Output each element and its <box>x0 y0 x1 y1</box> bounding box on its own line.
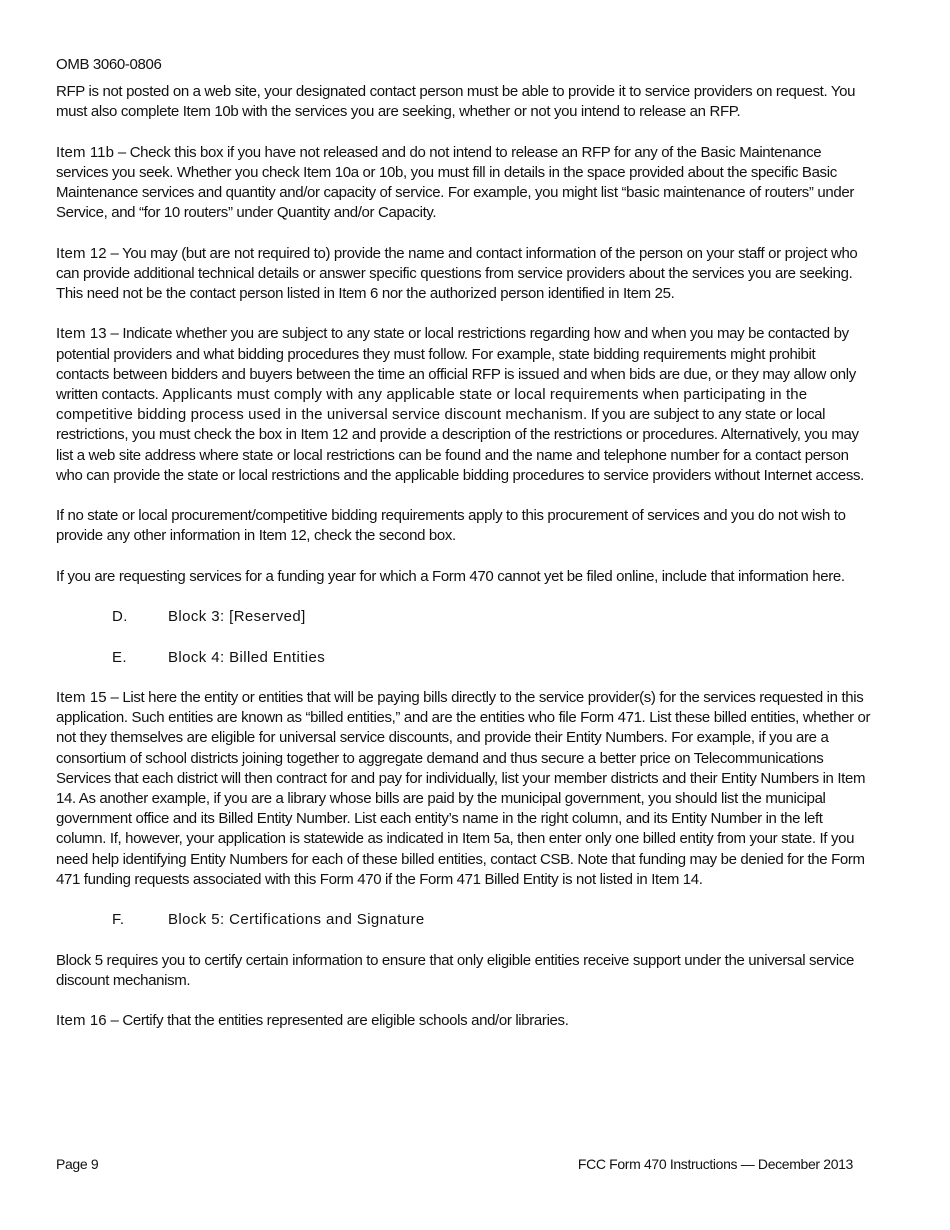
heading-block-3-title: Block 3: [Reserved] <box>168 608 306 626</box>
paragraph-funding-year: If you are requesting services for a funding year for which a Form 470 cannot yet be filed online, include that information here. <box>56 567 845 585</box>
paragraph-item-11b <box>56 143 871 224</box>
heading-block-5-letter: F. <box>112 911 125 929</box>
paragraph-item-13 <box>56 324 871 486</box>
item-11b-label: Item 11b <box>56 143 115 161</box>
heading-block-4-letter: E. <box>112 648 127 666</box>
item-11b-text: – Check this box if you have not released and do not intend to release an RFP for any of the Basic Maintenance services you seek. Whether you check Item 10a or 10b, you must fill in details in the space provided about the specific Basic Maintenance services and quantity and/or capacity of service. For example, you might list “basic maintenance of routers” under Service, and “for 10 routers” under Quantity and/or Capacity. <box>56 143 854 222</box>
item-12-label: Item 12 <box>56 244 107 262</box>
item-16-label: Item 16 <box>56 1012 107 1030</box>
item-13-text-2: . If you are subject to any state or local restrictions, you must check the box in Item 12 and provide a description of the restrictions or procedures. Alternatively, you may list a web site address where state or local restrictions can be found and the name and telephone number for a contact person who can provide the state or local restrictions and the applicable bidding procedures to service providers without Internet access. <box>56 406 864 484</box>
heading-block-4 <box>56 648 871 668</box>
document-body <box>56 82 871 1052</box>
footer-document-title: FCC Form 470 Instructions — December 2013 <box>577 1156 853 1172</box>
heading-block-5 <box>56 910 871 930</box>
item-13-emphasis: Applicants must comply with any applicable state or local requirements when participating in the competitive bidding process used in the universal service discount mechanism <box>56 386 808 424</box>
heading-block-4-title: Block 4: Billed Entities <box>168 648 326 666</box>
paragraph-no-state-requirements: If no state or local procurement/competitive bidding requirements apply to this procurement of services and you do not wish to provide any other information in Item 12, check the second box. <box>56 507 846 545</box>
item-12-text: – You may (but are not required to) provide the name and contact information of the person on your staff or project who can provide additional technical details or answer specific questions from service providers about the services you are seeking. This need not be the contact person listed in Item 6 nor the authorized person identified in Item 25. <box>56 244 858 302</box>
item-15-label: Item 15 <box>56 688 107 706</box>
item-13-label: Item 13 <box>56 325 107 343</box>
paragraph-item-16 <box>56 1011 871 1031</box>
paragraph-rfp-posting: RFP is not posted on a web site, your designated contact person must be able to provide it to service providers on request. You must also complete Item 10b with the services you are seeking, whether or not you intend to release an RFP. <box>56 83 856 121</box>
item-15-text: – List here the entity or entities that will be paying bills directly to the service provider(s) for the services requested in this application. Such entities are known as “billed entities,” and are the entities who file Form 471. List these billed entities, whether or not they themselves are eligible for universal service discounts, and provide their Entity Numbers. For example, if you are a consortium of school districts joining together to aggregate demand and thus secure a better price on Telecommunications Services that each district will then contract for and pay for individually, list your member districts and their Entity Numbers in Item 14. As another example, if you are a library whose bills are paid by the municipal government, you should list the municipal government office and its Billed Entity Number. List each entity’s name in the right column, and its Entity Number in the left column. If, however, your application is statewide as indicated in Item 5a, then enter only one billed entity from your state. If you need help identifying Entity Numbers for each of these billed entities, contact CSB. Note that funding may be denied for the Form 471 funding requests associated with this Form 470 if the Form 471 Billed Entity is not listed in Item 14. <box>56 688 871 888</box>
omb-number: OMB 3060-0806 <box>56 56 162 73</box>
heading-block-3 <box>56 607 871 627</box>
footer-page-number: Page 9 <box>56 1156 99 1172</box>
item-13-text-1: – Indicate whether you are subject to any state or local restrictions regarding how and when you may be contacted by potential providers and what bidding procedures they must follow. For example, state bidding requirements might prohibit contacts between bidders and buyers between the time an official RFP is issued and when bids are due, or they may allow only written contacts. <box>56 325 856 403</box>
item-16-text: – Certify that the entities represented are eligible schools and/or libraries. <box>106 1012 569 1030</box>
paragraph-block-5-intro: Block 5 requires you to certify certain information to ensure that only eligible entities receive support under the universal service discount mechanism. <box>56 951 855 989</box>
heading-block-5-title: Block 5: Certifications and Signature <box>168 911 425 929</box>
paragraph-item-15 <box>56 688 871 890</box>
heading-block-3-letter: D. <box>112 608 128 626</box>
paragraph-item-12 <box>56 244 871 305</box>
